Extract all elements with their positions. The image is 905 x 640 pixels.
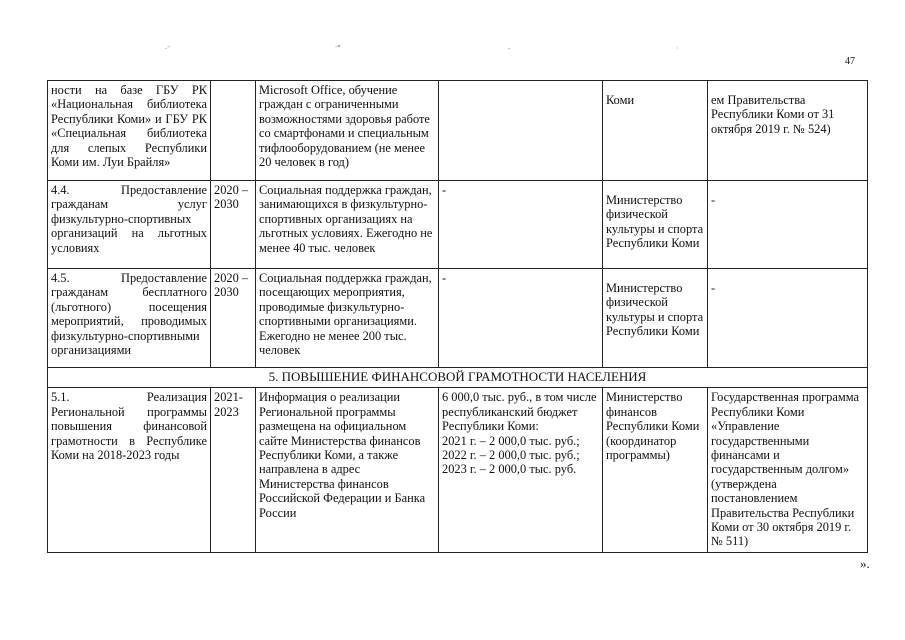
executor-cell: Министерство финансов Республики Коми (координатор программы) (603, 388, 708, 552)
period-cell: 2020 – 2030 (211, 181, 256, 269)
scan-mark: .- (165, 42, 170, 51)
period-cell: 2021-2023 (211, 388, 256, 552)
result-cell: Информация о реализации Региональной программы размещена на официальном сайте Министерства финансов Республики Коми, а также направлена в адрес Министерства финансов Российской Федерации и Банка России (256, 388, 439, 552)
legal-basis-cell: - (708, 269, 868, 368)
closing-quote-mark: ». (860, 556, 870, 571)
period-cell (211, 81, 256, 181)
measures-table (47, 80, 868, 553)
scan-mark: -• (335, 42, 341, 51)
measure-name-cell: 4.5. Предоставление гражданам бесплатного (льготного) посещения мероприятий, проводимых физкультурно-спортивными организациями (48, 269, 211, 368)
measure-name-cell: ности на базе ГБУ РК «Национальная библиотека Республики Коми» и ГБУ РК «Специальная библиотека для слепых Республики Коми им. Луи Брайля» (48, 81, 211, 181)
scan-mark: - (508, 44, 511, 53)
executor-cell: Министерство физической культуры и спорта Республики Коми (603, 181, 708, 269)
section-title: 5. ПОВЫШЕНИЕ ФИНАНСОВОЙ ГРАМОТНОСТИ НАСЕЛЕНИЯ (48, 368, 868, 388)
table-row (48, 181, 868, 269)
page-number: 47 (845, 56, 855, 67)
result-cell: Социальная поддержка граждан, посещающих мероприятия, проводимые физкультурно-спортивными организациями. Ежегодно не менее 200 тыс. человек (256, 269, 439, 368)
table-row (48, 388, 868, 552)
section-row (48, 368, 868, 388)
measure-name-cell: 4.4. Предоставление гражданам услуг физкультурно-спортивных организаций на льготных условиях (48, 181, 211, 269)
legal-basis-cell: - (708, 181, 868, 269)
executor-cell: Министерство физической культуры и спорта Республики Коми (603, 269, 708, 368)
measure-name-cell: 5.1. Реализация Региональной программы повышения финансовой грамотности в Республике Коми на 2018-2023 годы (48, 388, 211, 552)
funding-cell: - (439, 269, 603, 368)
table-row (48, 269, 868, 368)
result-cell: Microsoft Office, обучение граждан с ограниченными возможностями здоровья работе со смартфонами и специальным тифлооборудованием (не менее 20 человек в год) (256, 81, 439, 181)
period-cell: 2020 – 2030 (211, 269, 256, 368)
funding-cell: - (439, 181, 603, 269)
legal-basis-cell: Государственная программа Республики Коми «Управление государственными финансами и государственным долгом» (утверждена постановлением Правительства Республики Коми от 30 октября 2019 г. № 511) (708, 388, 868, 552)
table-row (48, 81, 868, 181)
scan-mark: · (676, 44, 679, 53)
executor-cell: Коми (603, 81, 708, 181)
legal-basis-cell: ем Правительства Республики Коми от 31 октября 2019 г. № 524) (708, 81, 868, 181)
funding-cell: 6 000,0 тыс. руб., в том числе республиканский бюджет Республики Коми: 2021 г. – 2 000,0 тыс. руб.; 2022 г. – 2 000,0 тыс. руб.; 2023 г. – 2 000,0 тыс. руб. (439, 388, 603, 552)
result-cell: Социальная поддержка граждан, занимающихся в физкультурно-спортивных организациях на льготных условиях. Ежегодно не менее 40 тыс. человек (256, 181, 439, 269)
funding-cell (439, 81, 603, 181)
